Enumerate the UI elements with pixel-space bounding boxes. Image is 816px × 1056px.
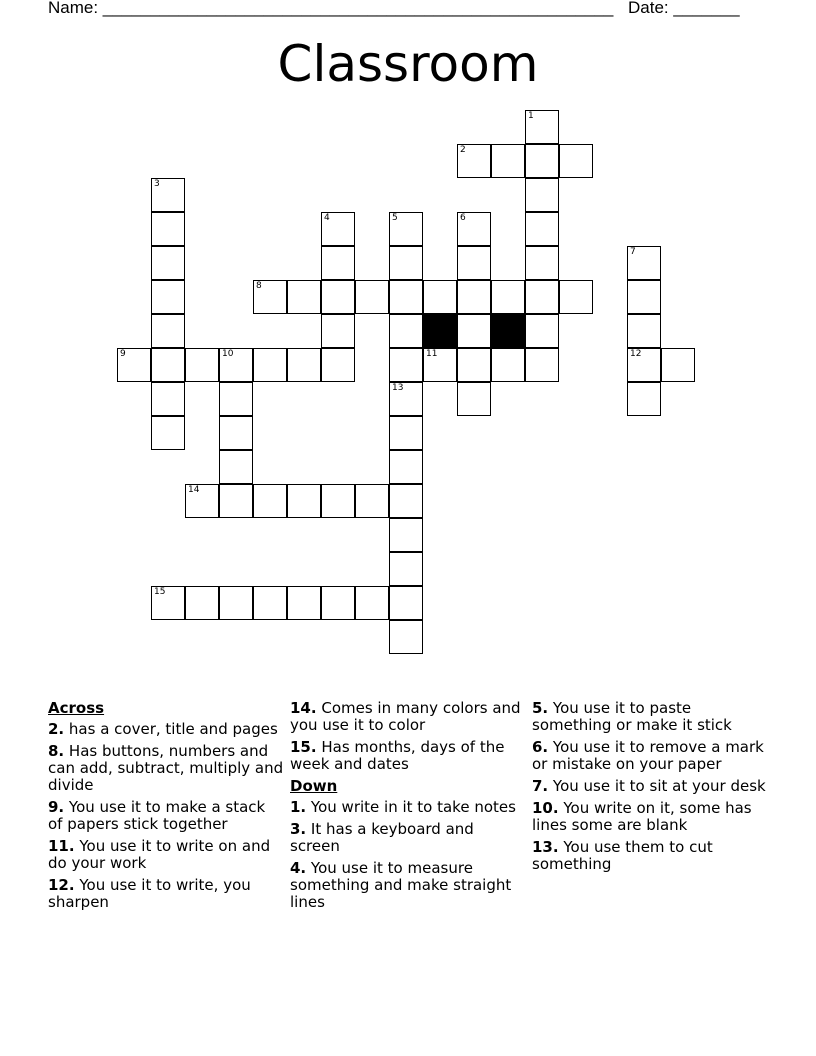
grid-cell[interactable] — [253, 348, 287, 382]
grid-cell[interactable] — [321, 314, 355, 348]
grid-cell[interactable] — [559, 144, 593, 178]
grid-cell[interactable] — [151, 280, 185, 314]
clue-number-label: 2 — [460, 145, 466, 155]
clue-across-11: 11. You use it to write on and do your work — [48, 837, 271, 872]
date-field[interactable]: Date: _______ — [628, 0, 740, 17]
clue-across-12: 12. You use it to write, you sharpen — [48, 876, 251, 911]
grid-cell[interactable] — [151, 416, 185, 450]
grid-cell[interactable] — [185, 484, 219, 518]
clue-down-3: 3. It has a keyboard and screen — [290, 820, 474, 855]
grid-cell[interactable] — [423, 280, 457, 314]
clues-column-1 — [48, 700, 284, 916]
clue-across-15: 15. Has months, days of the week and dates — [290, 738, 505, 773]
clue-across-2: 2. has a cover, title and pages — [48, 720, 278, 738]
grid-cell[interactable] — [219, 484, 253, 518]
clue-number-label: 1 — [528, 111, 534, 121]
grid-cell[interactable] — [525, 178, 559, 212]
grid-cell[interactable] — [525, 246, 559, 280]
page-title: Classroom — [277, 35, 539, 93]
grid-cell[interactable] — [457, 280, 491, 314]
grid-cell[interactable] — [525, 212, 559, 246]
grid-cell[interactable] — [151, 246, 185, 280]
clue-down-13: 13. You use them to cut something — [532, 838, 713, 873]
grid-cell[interactable] — [151, 314, 185, 348]
clue-down-1: 1. You write in it to take notes — [290, 798, 516, 816]
grid-cell[interactable] — [355, 484, 389, 518]
grid-cell[interactable] — [389, 314, 423, 348]
grid-cell[interactable] — [219, 348, 253, 382]
grid-cell[interactable] — [457, 382, 491, 416]
clue-across-14: 14. Comes in many colors and you use it to color — [290, 699, 521, 734]
grid-cell[interactable] — [287, 348, 321, 382]
grid-cell[interactable] — [253, 586, 287, 620]
grid-cell[interactable] — [355, 586, 389, 620]
clue-number-label: 11 — [426, 349, 438, 359]
clues-column-3 — [532, 700, 768, 878]
grid-cell[interactable] — [627, 246, 661, 280]
grid-cell[interactable] — [389, 552, 423, 586]
clue-number-label: 13 — [392, 383, 404, 393]
clue-across-9: 9. You use it to make a stack of papers stick together — [48, 798, 266, 833]
clue-number-label: 5 — [392, 213, 398, 223]
grid-cell[interactable] — [287, 586, 321, 620]
grid-cell[interactable] — [525, 348, 559, 382]
grid-cell[interactable] — [151, 586, 185, 620]
clues-column-2 — [290, 700, 526, 916]
grid-cell[interactable] — [627, 348, 661, 382]
across-heading: Across — [48, 699, 105, 717]
grid-cell[interactable] — [457, 144, 491, 178]
grid-cell[interactable] — [117, 348, 151, 382]
grid-cell[interactable] — [389, 212, 423, 246]
clue-down-5: 5. You use it to paste something or make it stick — [532, 699, 732, 734]
grid-cell[interactable] — [389, 518, 423, 552]
grid-cell[interactable] — [389, 484, 423, 518]
down-heading: Down — [290, 777, 338, 795]
grid-cell[interactable] — [321, 280, 355, 314]
grid-cell[interactable] — [491, 280, 525, 314]
clue-number-label: 3 — [154, 179, 160, 189]
grid-cell[interactable] — [321, 246, 355, 280]
grid-cell[interactable] — [627, 382, 661, 416]
grid-cell[interactable] — [185, 348, 219, 382]
black-cell — [491, 314, 525, 348]
grid-cell[interactable] — [287, 484, 321, 518]
clue-down-7: 7. You use it to sit at your desk — [532, 777, 766, 795]
grid-cell[interactable] — [287, 280, 321, 314]
grid-cell[interactable] — [389, 586, 423, 620]
grid-cell[interactable] — [423, 348, 457, 382]
black-cell — [423, 314, 457, 348]
grid-cell[interactable] — [253, 484, 287, 518]
grid-cell[interactable] — [389, 450, 423, 484]
grid-cell[interactable] — [389, 348, 423, 382]
grid-cell[interactable] — [219, 586, 253, 620]
grid-cell[interactable] — [321, 212, 355, 246]
clue-number-label: 4 — [324, 213, 330, 223]
grid-cell[interactable] — [151, 212, 185, 246]
grid-cell[interactable] — [457, 212, 491, 246]
grid-cell[interactable] — [151, 348, 185, 382]
clue-down-4: 4. You use it to measure something and make straight lines — [290, 859, 512, 911]
grid-cell[interactable] — [321, 586, 355, 620]
grid-cell[interactable] — [661, 348, 695, 382]
clue-number-label: 6 — [460, 213, 466, 223]
clue-number-label: 14 — [188, 485, 200, 495]
grid-cell[interactable] — [389, 280, 423, 314]
name-field[interactable]: Name: ______________________________________________________ — [48, 0, 614, 17]
clue-number-label: 9 — [120, 349, 126, 359]
grid-cell[interactable] — [491, 144, 525, 178]
grid-cell[interactable] — [185, 586, 219, 620]
grid-cell[interactable] — [219, 382, 253, 416]
clue-number-label: 10 — [222, 349, 234, 359]
grid-cell[interactable] — [253, 280, 287, 314]
clue-number-label: 12 — [630, 349, 642, 359]
clue-down-6: 6. You use it to remove a mark or mistake on your paper — [532, 738, 764, 773]
grid-cell[interactable] — [627, 280, 661, 314]
grid-cell[interactable] — [321, 484, 355, 518]
clue-number-label: 8 — [256, 281, 262, 291]
grid-cell[interactable] — [457, 348, 491, 382]
grid-cell[interactable] — [219, 416, 253, 450]
grid-cell[interactable] — [627, 314, 661, 348]
clue-down-10: 10. You write on it, some has lines some are blank — [532, 799, 752, 834]
grid-cell[interactable] — [559, 280, 593, 314]
grid-cell[interactable] — [389, 382, 423, 416]
grid-cell[interactable] — [389, 620, 423, 654]
grid-cell[interactable] — [389, 416, 423, 450]
grid-cell[interactable] — [355, 280, 389, 314]
clue-across-8: 8. Has buttons, numbers and can add, subtract, multiply and divide — [48, 742, 284, 794]
grid-cell[interactable] — [525, 144, 559, 178]
grid-cell[interactable] — [457, 246, 491, 280]
grid-cell[interactable] — [525, 314, 559, 348]
clue-number-label: 7 — [630, 247, 636, 257]
grid-cell[interactable] — [151, 178, 185, 212]
grid-cell[interactable] — [457, 314, 491, 348]
grid-cell[interactable] — [491, 348, 525, 382]
grid-cell[interactable] — [151, 382, 185, 416]
grid-cell[interactable] — [389, 246, 423, 280]
grid-cell[interactable] — [321, 348, 355, 382]
grid-cell[interactable] — [219, 450, 253, 484]
grid-cell[interactable] — [525, 280, 559, 314]
grid-cell[interactable] — [525, 110, 559, 144]
clue-number-label: 15 — [154, 587, 166, 597]
